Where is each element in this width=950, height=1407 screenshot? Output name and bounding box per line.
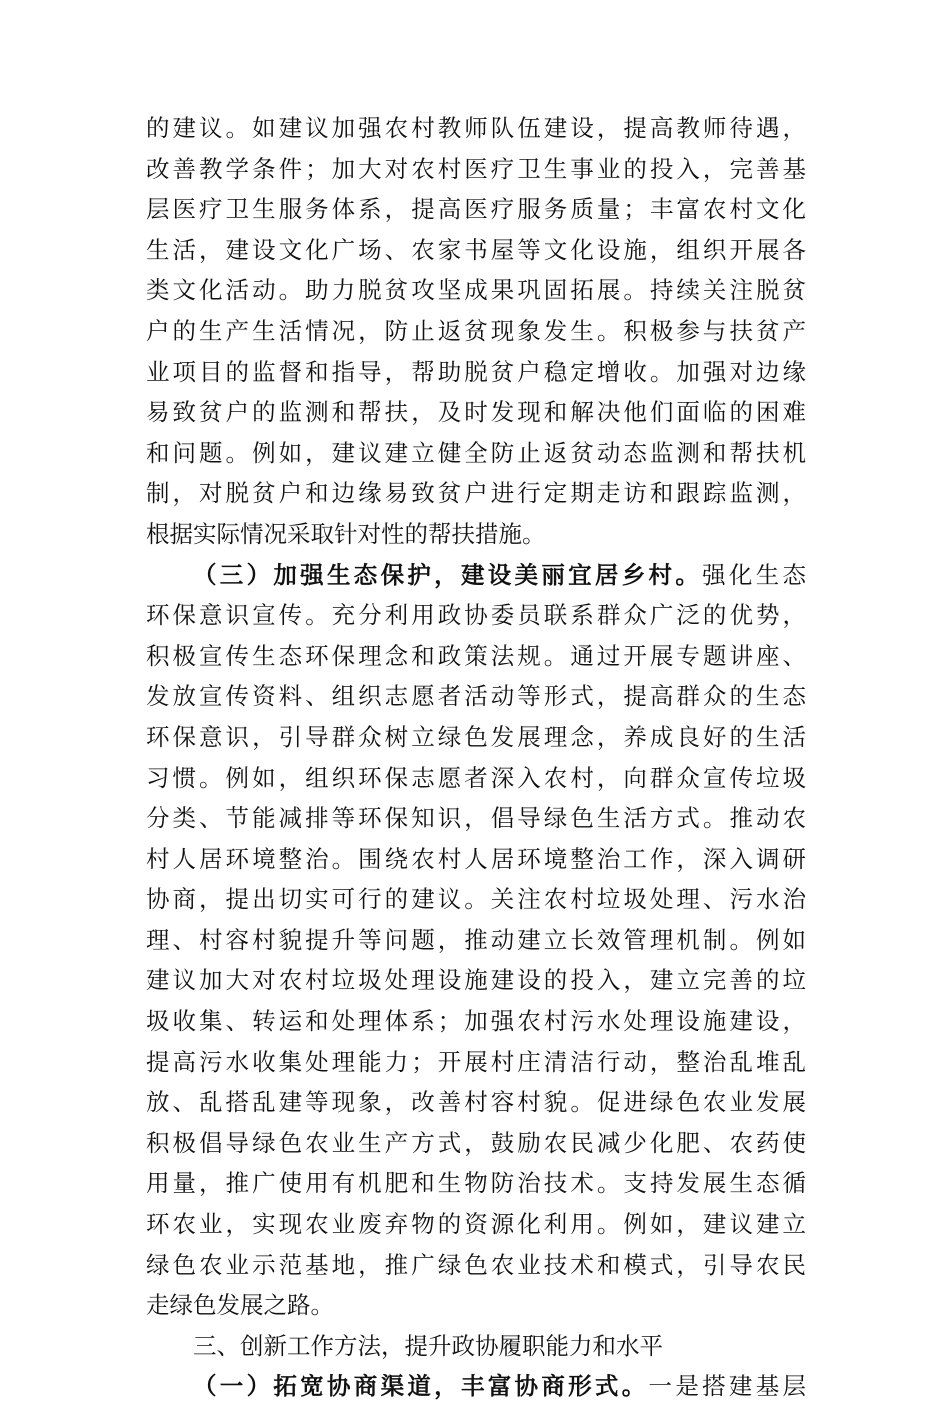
text-line: 提高污水收集处理能力；开展村庄清洁行动，整治乱堆乱 xyxy=(146,1047,806,1076)
subsection-title: （一）拓宽协商渠道，丰富协商形式。 xyxy=(193,1372,649,1401)
text-line: 根据实际情况采取针对性的帮扶措施。 xyxy=(146,519,546,548)
text-line: 积极倡导绿色农业生产方式，鼓励农民减少化肥、农药使 xyxy=(146,1128,806,1157)
text-line: 改善教学条件；加大对农村医疗卫生事业的投入，完善基 xyxy=(146,154,806,183)
text-line: 环农业，实现农业废弃物的资源化利用。例如，建议建立 xyxy=(146,1210,806,1239)
subsection-title: （三）加强生态保护，建设美丽宜居乡村。 xyxy=(193,560,703,589)
section-heading: 三、创新工作方法，提升政协履职能力和水平 xyxy=(193,1331,663,1360)
text-line: 环保意识，引导群众树立绿色发展理念，养成良好的生活 xyxy=(146,722,806,751)
text-line: 用量，推广使用有机肥和生物防治技术。支持发展生态循 xyxy=(146,1169,806,1198)
text-line: 易致贫户的监测和帮扶，及时发现和解决他们面临的困难 xyxy=(146,398,806,427)
text-line: 类文化活动。助力脱贫攻坚成果巩固拓展。持续关注脱贫 xyxy=(146,276,806,305)
text-line: 积极宣传生态环保理念和政策法规。通过开展专题讲座、 xyxy=(146,641,806,670)
text-line: 建议加大对农村垃圾处理设施建设的投入，建立完善的垃 xyxy=(146,966,806,995)
text-line: 村人居环境整治。围绕农村人居环境整治工作，深入调研 xyxy=(146,844,806,873)
text-line: 放、乱搭乱建等现象，改善村容村貌。促进绿色农业发展 xyxy=(146,1088,806,1117)
text-line: 理、村容村貌提升等问题，推动建立长效管理机制。例如 xyxy=(146,925,806,954)
text-line: 协商，提出切实可行的建议。关注农村垃圾处理、污水治 xyxy=(146,885,806,914)
text-line: 绿色农业示范基地，推广绿色农业技术和模式，引导农民 xyxy=(146,1250,806,1279)
text-line: 和问题。例如，建议建立健全防止返贫动态监测和帮扶机 xyxy=(146,438,806,467)
paragraph-rural-services xyxy=(146,108,806,555)
text-run: 强化生态 xyxy=(702,560,806,589)
text-line: 的建议。如建议加强农村教师队伍建设，提高教师待遇， xyxy=(146,114,806,142)
paragraph-first-line xyxy=(146,1366,806,1407)
text-line: 层医疗卫生服务体系，提高医疗服务质量；丰富农村文化 xyxy=(146,195,806,224)
text-line: 习惯。例如，组织环保志愿者深入农村，向群众宣传垃圾 xyxy=(146,763,806,792)
text-line: 走绿色发展之路。 xyxy=(146,1291,334,1320)
paragraph-ecological-protection xyxy=(146,555,806,1326)
text-line: 发放宣传资料、组织志愿者活动等形式，提高群众的生态 xyxy=(146,682,806,711)
text-line: 环保意识宣传。充分利用政协委员联系群众广泛的优势， xyxy=(146,601,806,630)
text-line: 户的生产生活情况，防止返贫现象发生。积极参与扶贫产 xyxy=(146,316,806,345)
text-line: 分类、节能减排等环保知识，倡导绿色生活方式。推动农 xyxy=(146,804,806,833)
text-line: 业项目的监督和指导，帮助脱贫户稳定增收。加强对边缘 xyxy=(146,357,806,386)
paragraph-first-line xyxy=(146,555,806,596)
text-run: 一是搭建基层 xyxy=(648,1372,806,1401)
paragraph-consultation-channels xyxy=(146,1366,806,1407)
document-page xyxy=(146,108,806,1407)
text-line: 制，对脱贫户和边缘易致贫户进行定期走访和跟踪监测， xyxy=(146,479,806,508)
text-line: 生活，建设文化广场、农家书屋等文化设施，组织开展各 xyxy=(146,235,806,264)
text-line: 圾收集、转运和处理体系；加强农村污水处理设施建设， xyxy=(146,1007,806,1036)
